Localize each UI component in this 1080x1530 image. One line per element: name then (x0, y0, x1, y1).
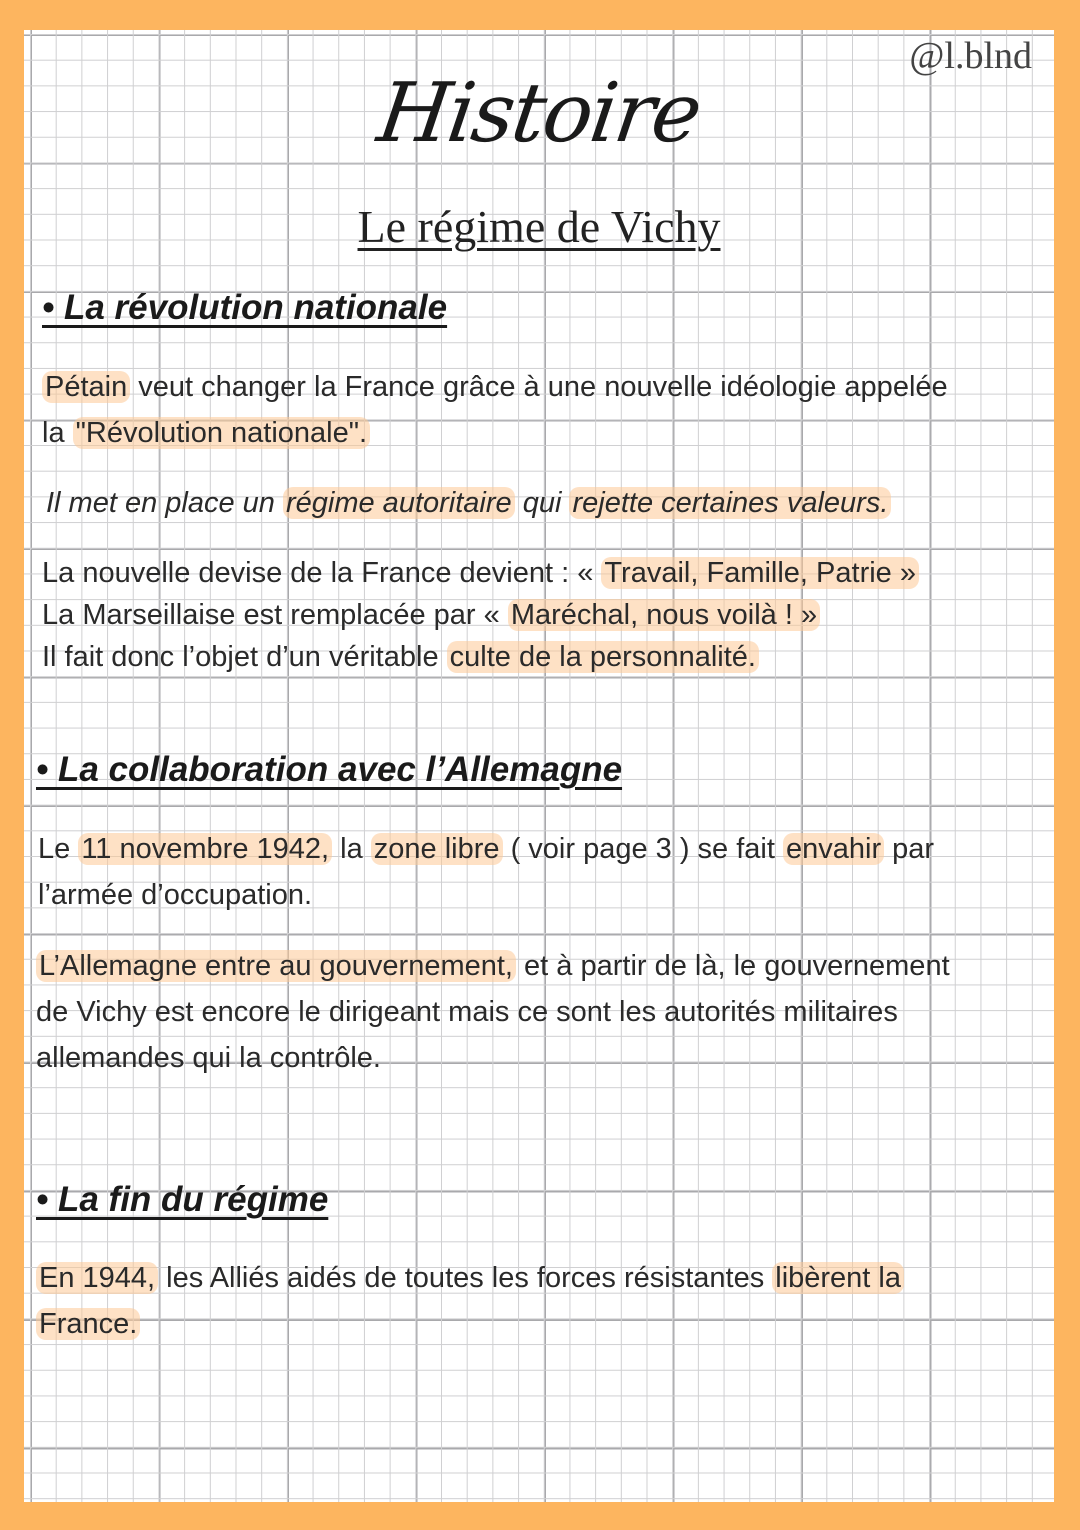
section-heading-collaboration: • La collaboration avec l’Allemagne (36, 750, 623, 789)
text-line (42, 552, 919, 594)
text-line (36, 1255, 904, 1301)
paragraph (38, 826, 934, 918)
highlighted-text: "Révolution nationale". (73, 417, 370, 449)
highlighted-text: Travail, Famille, Patrie » (601, 557, 919, 589)
page-title: Histoire (372, 66, 706, 161)
text-line (36, 1301, 904, 1347)
highlighted-text: 11 novembre 1942, (78, 833, 332, 865)
text-line (46, 480, 891, 526)
text-run: allemandes qui la contrôle. (36, 1042, 381, 1074)
text-run: de Vichy est encore le dirigeant mais ce sont les autorités militaires (36, 996, 898, 1028)
text-run: Il met en place un (46, 487, 283, 519)
highlighted-text: L’Allemagne entre au gouvernement, (36, 950, 516, 982)
text-run: Il fait donc l’objet d’un véritable (42, 641, 447, 673)
section-heading-revolution: • La révolution nationale (42, 288, 448, 327)
text-run: les Alliés aidés de toutes les forces résistantes (158, 1262, 773, 1294)
text-run: qui (514, 487, 570, 519)
text-run: La nouvelle devise de la France devient : « (42, 557, 602, 589)
text-line (38, 872, 934, 918)
paragraph (42, 364, 948, 456)
highlighted-text: France. (36, 1308, 140, 1340)
text-line (42, 364, 948, 410)
grid-paper-sheet (24, 30, 1054, 1502)
highlighted-text: culte de la personnalité. (447, 641, 759, 673)
text-line (38, 826, 934, 872)
author-handle: @l.blnd (909, 35, 1032, 77)
highlighted-text: rejette certaines valeurs. (569, 487, 891, 519)
text-line (42, 594, 919, 636)
text-line (36, 989, 950, 1035)
text-line (42, 636, 919, 678)
text-run: et à partir de là, le gouvernement (515, 950, 950, 982)
paragraph (42, 552, 919, 678)
text-run: par (884, 833, 935, 865)
highlighted-text: Maréchal, nous voilà ! » (508, 599, 820, 631)
text-run: ( voir page 3 ) se fait (502, 833, 783, 865)
text-run: La Marseillaise est remplacée par « (42, 599, 508, 631)
paragraph (46, 480, 891, 526)
section-heading-fin: • La fin du régime (36, 1180, 329, 1219)
highlighted-text: Pétain (42, 371, 130, 403)
text-line (42, 410, 948, 456)
highlighted-text: envahir (783, 833, 884, 865)
highlighted-text: régime autoritaire (283, 487, 515, 519)
paragraph (36, 1255, 904, 1347)
highlighted-text: En 1944, (36, 1262, 158, 1294)
highlighted-text: libèrent la (772, 1262, 904, 1294)
text-run: Le (38, 833, 79, 865)
text-run: la (332, 833, 371, 865)
text-run: veut changer la France grâce à une nouvelle idéologie appelée (130, 371, 948, 403)
text-run: la (42, 417, 73, 449)
highlighted-text: zone libre (371, 833, 503, 865)
text-run: l’armée d’occupation. (38, 879, 313, 911)
text-line (36, 943, 950, 989)
paragraph (36, 943, 950, 1081)
page-subtitle: Le régime de Vichy (357, 201, 721, 252)
text-line (36, 1035, 950, 1081)
